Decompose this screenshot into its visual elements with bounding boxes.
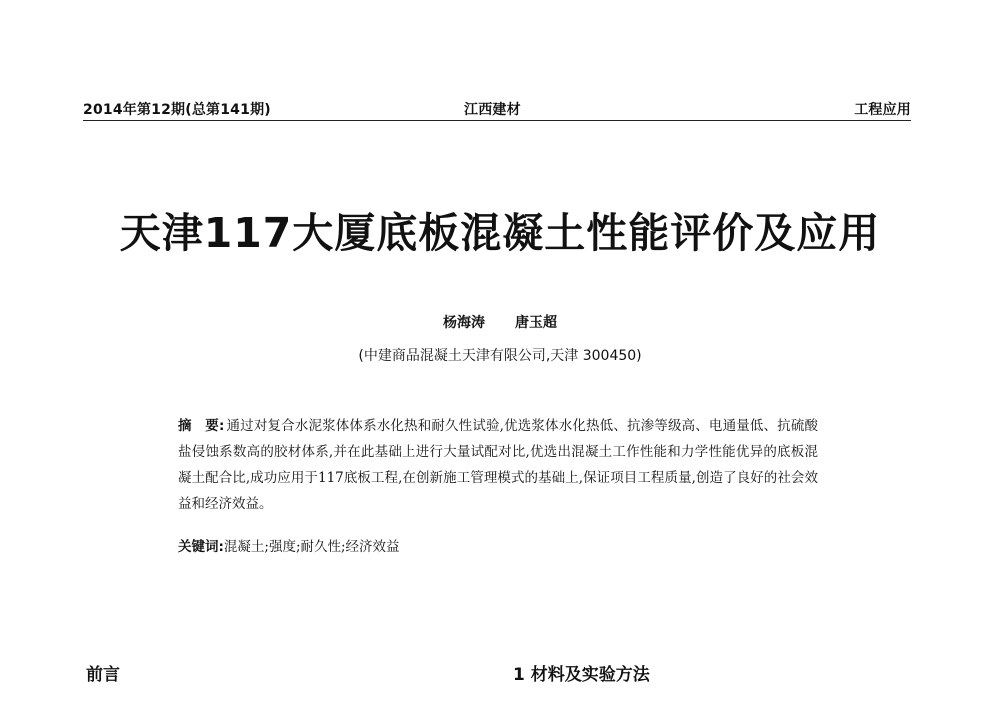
author-list [0,312,1000,332]
keywords-text: 混凝土;强度;耐久性;经济效益 [223,539,400,555]
section-heading-preface: 前言 [86,665,120,685]
running-header [83,96,911,121]
section-category: 工程应用 [854,102,911,118]
author-name: 杨海涛 [443,315,485,331]
abstract-text: 通过对复合水泥浆体体系水化热和耐久性试验,优选浆体水化热低、抗渗等级高、电通量低、抗硫酸盐侵蚀系数高的胶材体系,并在此基础上进行大量试配对比,优选出混凝土工作性能和力学性能优异的底板混凝土配合比,成功应用于117底板工程,在创新施工管理模式的基础上,保证项目工程质量,创造了良好的社会效益和经济效益。 [178,418,818,512]
issue-info: 2014年第12期(总第141期) [83,102,271,118]
abstract-block [178,413,818,517]
keywords-label: 关键词: [178,539,224,555]
author-name: 唐玉超 [515,315,557,331]
abstract-label: 摘 要: [178,418,225,434]
section-heading-materials: 1 材料及实验方法 [513,665,650,685]
journal-name: 江西建材 [464,102,521,118]
keywords-block [178,535,400,555]
affiliation: (中建商品混凝土天津有限公司,天津 300450) [358,348,642,364]
paper-title: 天津117大厦底板混凝土性能评价及应用 [119,209,881,257]
